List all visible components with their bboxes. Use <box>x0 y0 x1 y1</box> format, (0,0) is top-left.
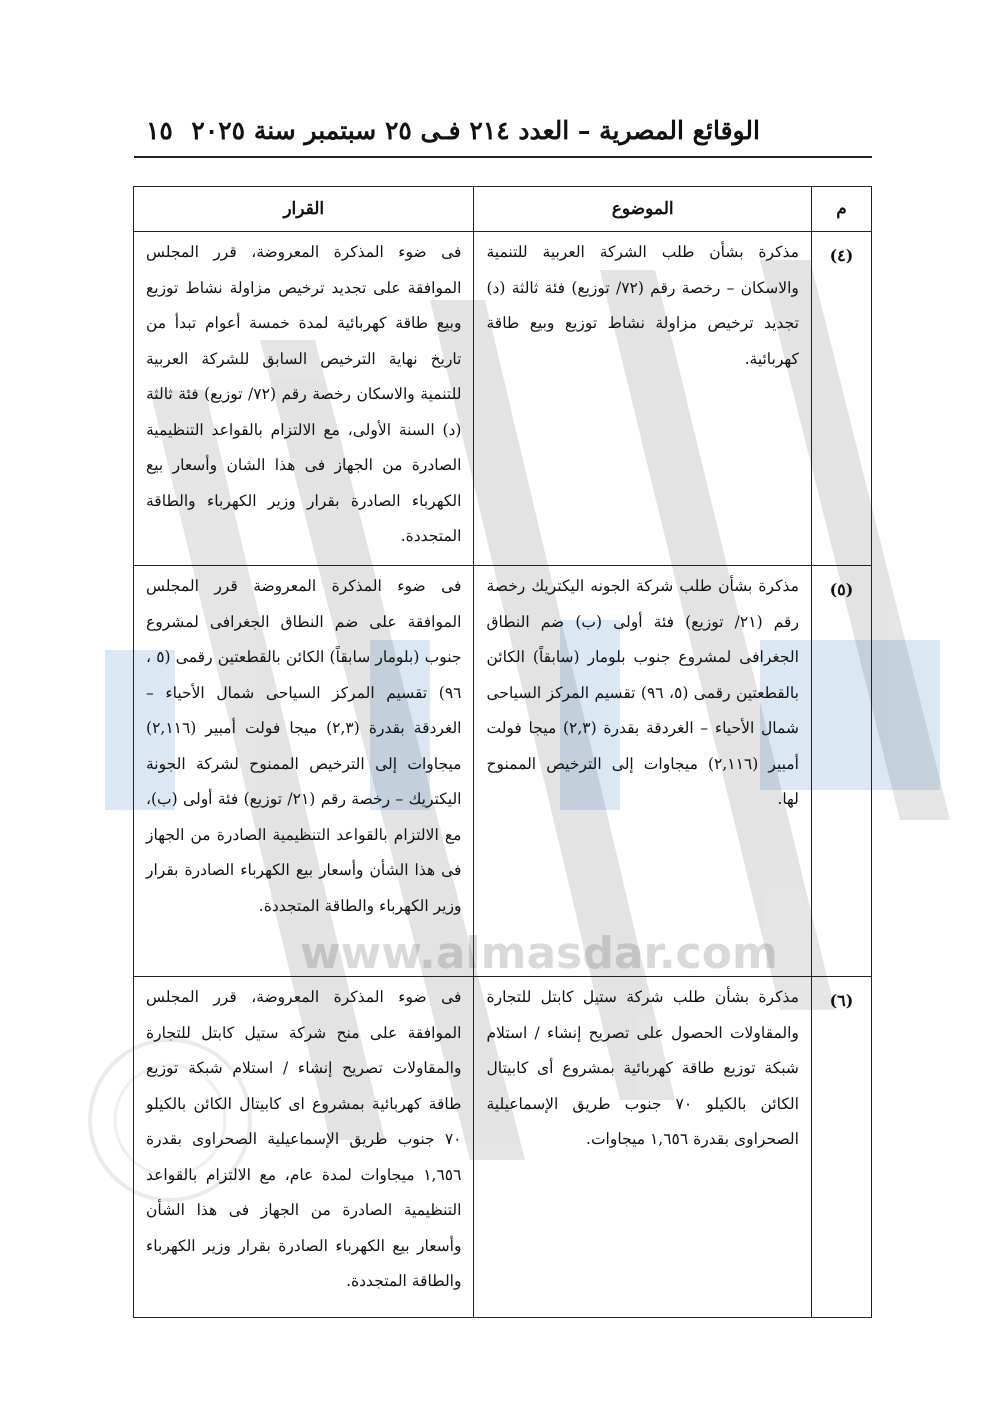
table-row <box>134 566 872 977</box>
column-header-number: م <box>811 187 871 232</box>
table-row <box>134 977 872 1318</box>
row-decision: فى ضوء المذكرة المعروضة، قرر المجلس الموافقة على تجديد ترخيص مزاولة نشاط توزيع وبيع طاقة كهربائية لمدة خمسة أعوام تبدأ من تاريخ نهاية الترخيص السابق للشركة العربية للتنمية والاسكان رخصة رقم (٧٢/ توزيع) فئة ثالثة (د) السنة الأولى، مع الالتزام بالقواعد التنظيمية الصادرة من الجهاز فى هذا الشان وأسعار بيع الكهرباء الصادرة بقرار وزير الكهرباء والطاقة المتجددة. <box>134 232 474 566</box>
row-number: (٤) <box>811 232 871 566</box>
table-header-row <box>134 187 872 232</box>
column-header-subject: الموضوع <box>474 187 811 232</box>
row-number: (٦) <box>811 977 871 1318</box>
row-decision: فى ضوء المذكرة المعروضة قرر المجلس الموافقة على ضم النطاق الجغرافى لمشروع جنوب (بلومار سابقاً) الكائن بالقطعتين رقمى (٥ ، ٩٦) تقسيم المركز السياحى شمال الأحياء – الغردقة بقدرة (٢,٣) ميجا فولت أمبير (٢,١١٦) ميجاوات إلى الترخيص الممنوح لشركة الجونة اليكتريك – رخصة رقم (٢١/ توزيع) فئة أولى (ب)، مع الالتزام بالقواعد التنظيمية الصادرة من الجهاز فى هذا الشأن وأسعار بيع الكهرباء الصادرة بقرار وزير الكهرباء والطاقة المتجددة. <box>134 566 474 977</box>
row-subject: مذكرة بشأن طلب شركة ستيل كابتل للتجارة والمقاولات الحصول على تصريح إنشاء / استلام شبكة توزيع طاقة كهربائية بمشروع أى كابيتال الكائن بالكيلو ٧٠ جنوب طريق الإسماعيلية الصحراوى بقدرة ١,٦٥٦ ميجاوات. <box>474 977 811 1318</box>
decisions-table <box>133 186 872 1318</box>
page-header <box>134 112 872 158</box>
table-row <box>134 232 872 566</box>
row-number: (٥) <box>811 566 871 977</box>
row-subject: مذكرة بشأن طلب شركة الجونه اليكتريك رخصة رقم (٢١/ توزيع) فئة أولى (ب) ضم النطاق الجغرافى لمشروع جنوب بلومار (سابقاً) الكائن بالقطعتين رقمى (٥، ٩٦) تقسيم المركز السياحى شمال الأحياء – الغردقة بقدرة (٢,٣) ميجا فولت أمبير (٢,١١٦) ميجاوات إلى الترخيص الممنوح لها. <box>474 566 811 977</box>
row-subject: مذكرة بشأن طلب الشركة العربية للتنمية والاسكان – رخصة رقم (٧٢/ توزيع) فئة ثالثة (د) تجديد ترخيص مزاولة نشاط توزيع وبيع طاقة كهربائية. <box>474 232 811 566</box>
page-number: ١٥ <box>146 116 173 145</box>
row-decision: فى ضوء المذكرة المعروضة، قرر المجلس الموافقة على منح شركة ستيل كابتل للتجارة والمقاولات تصريح إنشاء / استلام شبكة توزيع طاقة كهربائية بمشروع اى كابيتال الكائن بالكيلو ٧٠ جنوب طريق الإسماعيلية الصحراوى بقدرة ١,٦٥٦ ميجاوات لمدة عام، مع الالتزام بالقواعد التنظيمية الصادرة من الجهاز فى هذا الشأن وأسعار بيع الكهرباء الصادرة بقرار وزير الكهرباء والطاقة المتجددة. <box>134 977 474 1318</box>
column-header-decision: القرار <box>134 187 474 232</box>
gazette-title: الوقائع المصرية – العدد ٢١٤ فـى ٢٥ سبتمبر سنة ٢٠٢٥ <box>191 116 760 145</box>
watermark-url: www.almasdar.com <box>300 928 778 979</box>
